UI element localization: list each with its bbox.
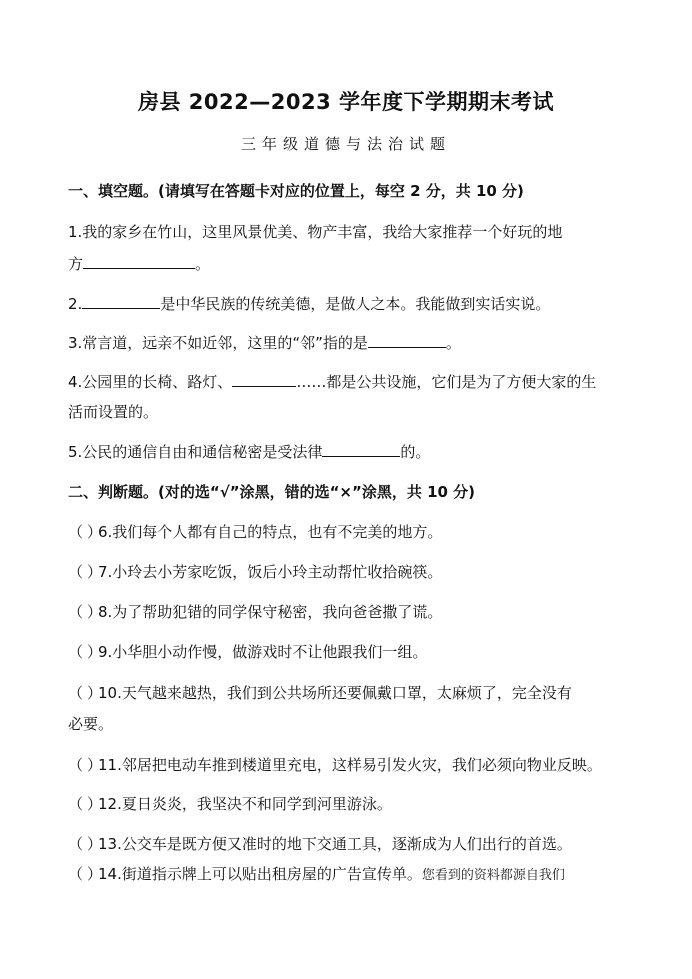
question-1-line-1: 1.我的家乡在竹山，这里风景优美、物产丰富，我给大家推荐一个好玩的地: [68, 223, 563, 241]
true-false-item-13: [68, 834, 628, 854]
question-5: [68, 442, 628, 462]
question-5-suffix: 的。: [400, 443, 431, 461]
question-1-suffix: 。: [195, 255, 211, 273]
page-title: 房县 2022—2023 学年度下学期期末考试: [137, 90, 554, 114]
true-false-item-12: [68, 794, 628, 814]
section-heading-fill-in: 一、填空题。(请填写在答题卡对应的位置上，每空 2 分，共 10 分): [68, 182, 524, 200]
item-text: 8.为了帮助犯错的同学保守秘密，我向爸爸撒了谎。: [98, 603, 443, 621]
section-heading-true-false: 二、判断题。(对的选“√”涂黑，错的选“×”涂黑，共 10 分): [68, 483, 476, 501]
watermark-text: 您看到的资料都源自我们: [421, 868, 565, 883]
question-3-prefix: 3.常言道，远亲不如近邻，这里的“邻”指的是: [68, 334, 368, 352]
question-4-line-2: 活而设置的。: [68, 403, 159, 421]
question-5-blank[interactable]: [322, 442, 400, 457]
item-text: 13.公交车是既方便又准时的地下交通工具，逐渐成为人们出行的首选。: [98, 835, 572, 853]
question-3-blank[interactable]: [368, 333, 446, 348]
question-4-line-1: [68, 372, 628, 392]
true-false-item-6: [68, 522, 628, 542]
item-text: 7.小玲去小芳家吃饭，饭后小玲主动帮忙收拾碗筷。: [98, 563, 443, 581]
true-false-item-14: [68, 864, 628, 886]
question-4-suffix: ……都是公共设施，它们是为了方便大家的生: [296, 373, 597, 391]
true-false-item-9: [68, 642, 628, 662]
true-false-item-7: [68, 562, 628, 582]
question-1-line-2: [68, 254, 628, 274]
item-text: 6.我们每个人都有自己的特点，也有不完美的地方。: [98, 523, 443, 541]
question-5-prefix: 5.公民的通信自由和通信秘密是受法律: [68, 443, 323, 461]
true-false-item-10: [68, 683, 628, 703]
answer-paren[interactable]: （ ）: [68, 835, 103, 853]
question-4-blank[interactable]: [232, 372, 296, 387]
true-false-item-10-line-2: 必要。: [68, 715, 114, 733]
answer-paren[interactable]: （ ）: [68, 756, 103, 774]
item-text: 14.街道指示牌上可以贴出租房屋的广告宣传单。: [98, 865, 422, 883]
answer-paren[interactable]: （ ）: [68, 603, 103, 621]
answer-paren[interactable]: （ ）: [68, 865, 103, 883]
true-false-item-8: [68, 602, 628, 622]
question-2-suffix: 是中华民族的传统美德，是做人之本。我能做到实话实说。: [160, 295, 551, 313]
page-subtitle: 三年级道德与法治试题: [240, 135, 451, 153]
answer-paren[interactable]: （ ）: [68, 563, 103, 581]
answer-paren[interactable]: （ ）: [68, 523, 103, 541]
question-1-prefix: 方: [68, 255, 84, 273]
question-3: [68, 333, 628, 353]
question-3-suffix: 。: [445, 334, 461, 352]
question-2: [68, 294, 628, 314]
answer-paren[interactable]: （ ）: [68, 795, 103, 813]
item-text: 12.夏日炎炎，我坚决不和同学到河里游泳。: [98, 795, 392, 813]
answer-paren[interactable]: （ ）: [68, 684, 103, 702]
answer-paren[interactable]: （ ）: [68, 643, 103, 661]
item-text: 9.小华胆小动作慢，做游戏时不让他跟我们一组。: [98, 643, 428, 661]
question-4-prefix: 4.公园里的长椅、路灯、: [68, 373, 233, 391]
true-false-item-11: [68, 755, 628, 775]
question-1-blank[interactable]: [83, 254, 195, 269]
question-2-blank[interactable]: [82, 294, 160, 309]
question-2-prefix: 2.: [68, 295, 83, 313]
item-text: 10.天气越来越热，我们到公共场所还要佩戴口罩，太麻烦了，完全没有: [98, 684, 572, 702]
item-text: 11.邻居把电动车推到楼道里充电，这样易引发火灾，我们必须向物业反映。: [98, 756, 602, 774]
